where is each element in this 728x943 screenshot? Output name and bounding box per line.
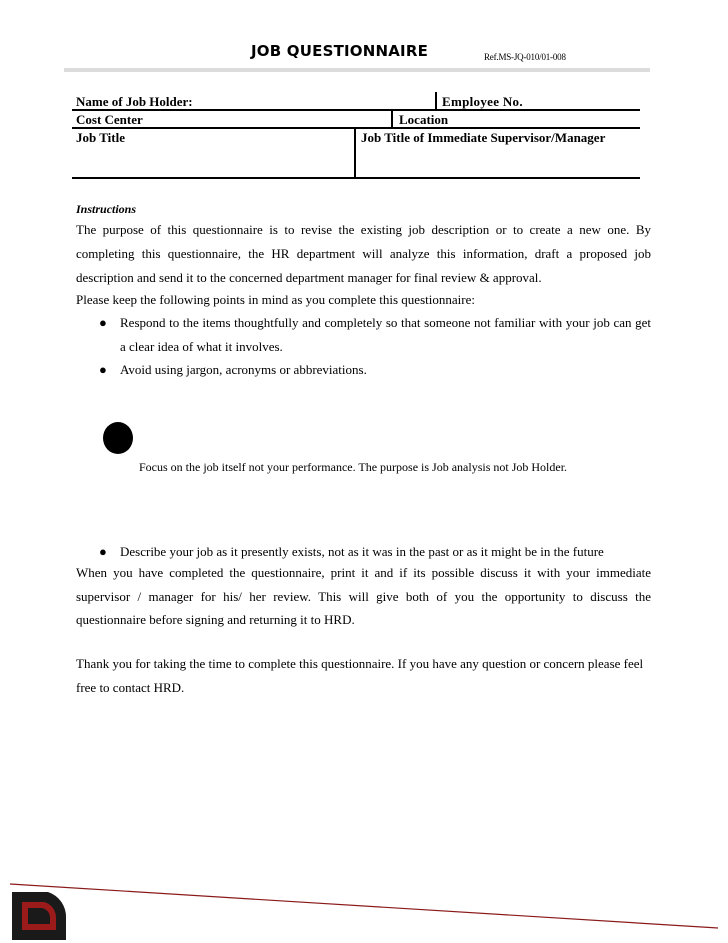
bullet-item: Avoid using jargon, acronyms or abbreviations. <box>120 362 367 377</box>
company-logo-icon <box>8 890 70 942</box>
thanks-line: free to contact HRD. <box>76 680 185 695</box>
employee-no-label: Employee No. <box>442 94 523 109</box>
name-of-job-holder-label: Name of Job Holder: <box>76 94 193 109</box>
bullet-icon: ● <box>99 362 107 377</box>
purpose-paragraph-line: The purpose of this questionnaire is to revise the existing job description or to create a new one. By <box>76 222 651 237</box>
points-intro: Please keep the following points in mind as you complete this questionnaire: <box>76 292 475 307</box>
instructions-heading: Instructions <box>76 202 137 216</box>
reference-number: Ref.MS-JQ-010/01-008 <box>484 52 566 62</box>
closing-paragraph-line: supervisor / manager for his/ her review. This will give both of you the opportunity to discuss the <box>76 589 651 604</box>
location-label: Location <box>399 112 449 127</box>
closing-paragraph-line: questionnaire before signing and returning it to HRD. <box>76 612 355 627</box>
cost-center-label: Cost Center <box>76 112 143 127</box>
purpose-paragraph-line: description and send it to the concerned department manager for final review & approval. <box>76 270 542 285</box>
bullet-icon: ● <box>99 315 107 330</box>
thanks-line: Thank you for taking the time to complete this questionnaire. If you have any question or concern please feel <box>76 656 644 671</box>
document-title: JOB QUESTIONNAIRE <box>251 42 429 60</box>
purpose-paragraph-line: completing this questionnaire, the HR department will analyze this information, draft a proposed job <box>76 246 651 261</box>
job-title-label: Job Title <box>76 130 126 145</box>
focus-note: Focus on the job itself not your performance. The purpose is Job analysis not Job Holder. <box>139 460 568 474</box>
closing-paragraph-line: When you have completed the questionnaire, print it and if its possible discuss it with your immediate <box>76 565 651 580</box>
bullet-icon: ● <box>99 544 107 559</box>
bullet-item: Describe your job as it presently exists, not as it was in the past or as it might be in the future <box>120 544 604 559</box>
supervisor-title-label: Job Title of Immediate Supervisor/Manager <box>361 130 606 145</box>
